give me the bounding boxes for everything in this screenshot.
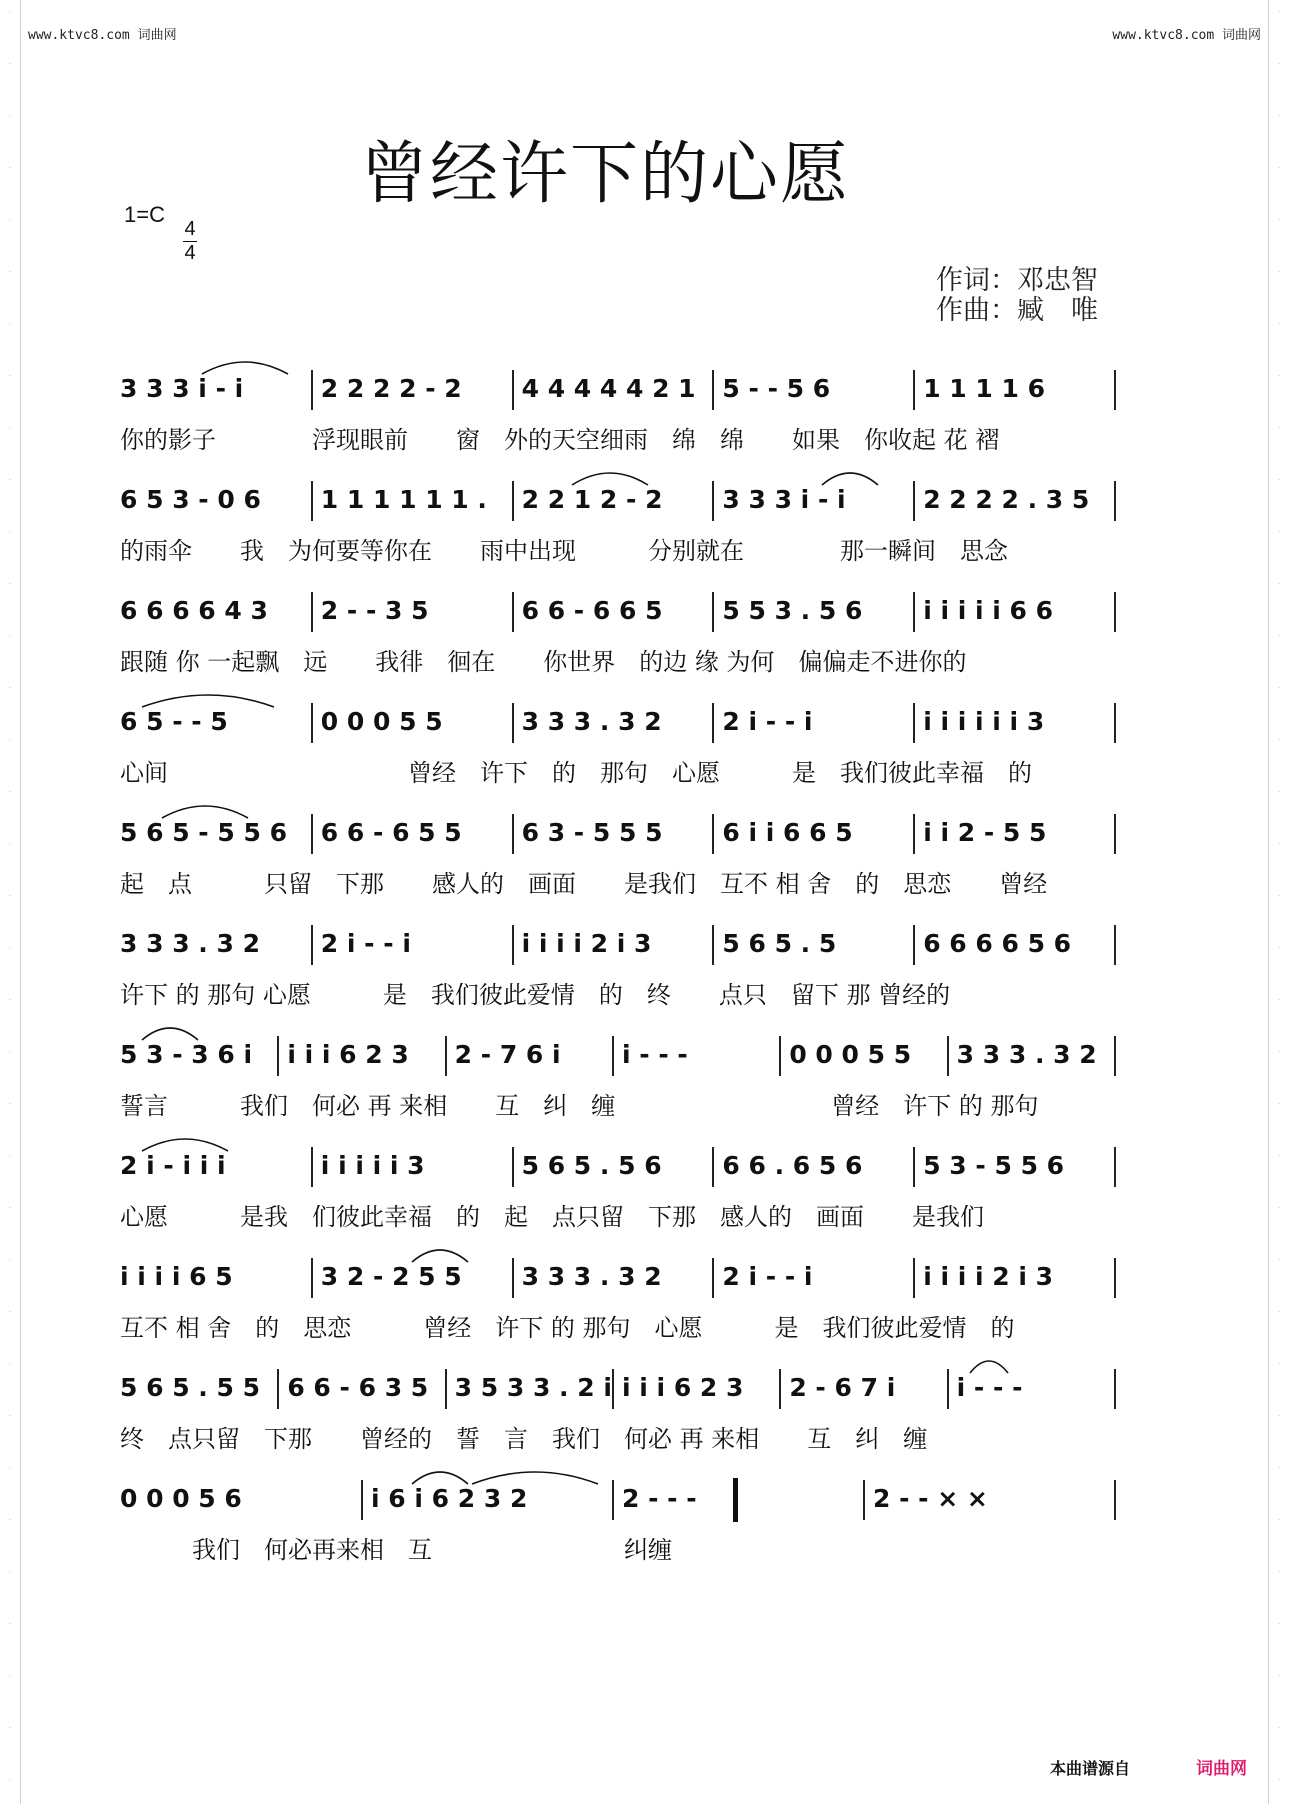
barline	[512, 814, 514, 854]
margin-watermark-mark: ·	[8, 1100, 12, 1108]
barline	[512, 592, 514, 632]
lyrics-line: 许下 的 那句 心愿 是 我们彼此爱情 的 终 点只 留下 那 曾经的	[120, 981, 951, 1009]
measure-notes: 6 6 - 6 6 5	[521, 596, 663, 625]
slur-tie	[570, 467, 650, 487]
measure-notes: i i i i 2 i 3	[923, 1262, 1054, 1291]
margin-watermark-mark: ·	[1277, 424, 1281, 432]
measure-notes: 3 3 3 i - i	[722, 485, 846, 514]
barline	[947, 1369, 949, 1409]
barline	[277, 1036, 279, 1076]
margin-watermark-mark: ·	[8, 788, 12, 796]
margin-watermark-mark: ·	[8, 1672, 12, 1680]
measure-notes: 5 3 - 5 5 6	[923, 1151, 1065, 1180]
margin-watermark-mark: ·	[8, 1620, 12, 1628]
measure-notes: 4 4 4 4 4 2 1	[521, 374, 696, 403]
measure-notes: 0 0 0 5 5	[320, 707, 443, 736]
barline	[311, 592, 313, 632]
measure-notes: 3 2 - 2 5 5	[320, 1262, 462, 1291]
margin-watermark-mark: ·	[8, 216, 12, 224]
margin-watermark-mark: ·	[8, 580, 12, 588]
measure-notes: 5 - - 5 6	[722, 374, 831, 403]
measure-notes: 2 i - - i	[722, 1262, 813, 1291]
measure-notes: i - - -	[622, 1040, 688, 1069]
song-title: 曾经许下的心愿	[359, 135, 850, 214]
barline	[913, 703, 915, 743]
barline	[311, 481, 313, 521]
barline	[1114, 1369, 1116, 1409]
margin-watermark-mark: ·	[8, 424, 12, 432]
margin-watermark-mark: ·	[1277, 1620, 1281, 1628]
barline	[1114, 925, 1116, 965]
margin-watermark-mark: ·	[8, 1204, 12, 1212]
barline	[311, 1147, 313, 1187]
lyrics-line: 誓言 我们 何必 再 来相 互 纠 缠 曾经 许下 的 那句	[120, 1092, 1039, 1120]
margin-watermark-mark: ·	[1277, 372, 1281, 380]
measure-notes: 2 2 2 2 . 3 5	[923, 485, 1090, 514]
site-url-right[interactable]: www.ktvc8.com 词曲网	[1112, 28, 1261, 43]
barline	[712, 1147, 714, 1187]
slur-tie	[200, 356, 290, 376]
measure-notes: 6 i i 6 6 5	[722, 818, 853, 847]
measure-notes: 6 6 - 6 3 5	[287, 1373, 429, 1402]
margin-watermark-mark: ·	[1277, 1776, 1281, 1784]
margin-watermark-mark: ·	[8, 1308, 12, 1316]
margin-watermark-mark: ·	[1277, 996, 1281, 1004]
measure-notes: 2 - - -	[622, 1484, 697, 1513]
measure-notes: 6 6 6 6 5 6	[923, 929, 1072, 958]
margin-watermark-mark: ·	[8, 1776, 12, 1784]
barline	[913, 925, 915, 965]
barline	[311, 370, 313, 410]
barline	[913, 1147, 915, 1187]
barline	[1114, 814, 1116, 854]
margin-watermark-mark: ·	[8, 1360, 12, 1368]
margin-watermark-mark: ·	[1277, 1152, 1281, 1160]
measure-notes: i i 2 - 5 5	[923, 818, 1047, 847]
measure-notes: 3 3 3 . 3 2	[956, 1040, 1097, 1069]
barline	[712, 592, 714, 632]
measure-notes: i i i i i 3	[320, 1151, 425, 1180]
barline	[712, 814, 714, 854]
measure-notes: i i i 6 2 3	[287, 1040, 409, 1069]
measure-notes: 5 3 - 3 6 i	[120, 1040, 253, 1069]
lyrics-line: 心愿 是我 们彼此幸福 的 起 点只留 下那 感人的 画面 是我们	[120, 1203, 984, 1231]
lyricist: 作词：邓忠智	[936, 265, 1098, 296]
barline	[445, 1036, 447, 1076]
measure-notes: 0 0 0 5 6	[120, 1484, 242, 1513]
margin-watermark-mark: ·	[8, 164, 12, 172]
barline	[445, 1369, 447, 1409]
margin-watermark-mark: ·	[1277, 944, 1281, 952]
measure-notes: 6 6 - 6 5 5	[320, 818, 462, 847]
margin-watermark-mark: ·	[1277, 476, 1281, 484]
margin-watermark-mark: ·	[8, 1516, 12, 1524]
slur-tie	[140, 1022, 200, 1042]
barline	[863, 1480, 865, 1520]
measure-notes: 1 1 1 1 6	[923, 374, 1045, 403]
measure-notes: 5 5 3 . 5 6	[722, 596, 863, 625]
barline	[779, 1036, 781, 1076]
margin-watermark-mark: ·	[1277, 268, 1281, 276]
measure-notes: 5 6 5 - 5 5 6	[120, 818, 287, 847]
barline	[311, 814, 313, 854]
measure-notes: i i i i i 6 6	[923, 596, 1054, 625]
measure-notes: 6 5 - - 5	[120, 707, 228, 736]
margin-watermark-mark: ·	[1277, 8, 1281, 16]
margin-watermark-mark: ·	[8, 996, 12, 1004]
lyrics-line: 我们 何必再来相 互 纠缠	[120, 1536, 672, 1564]
measure-notes: i 6 i 6 2 3 2	[371, 1484, 528, 1513]
barline	[712, 703, 714, 743]
barline	[1114, 370, 1116, 410]
slur-tie	[410, 1244, 470, 1264]
measure-notes: 3 5 3 3 . 2 i	[454, 1373, 612, 1402]
measure-notes: 2 - 7 6 i	[454, 1040, 561, 1069]
barline	[361, 1480, 363, 1520]
slur-tie	[968, 1355, 1010, 1375]
credits	[936, 266, 1098, 326]
barline	[913, 481, 915, 521]
key-signature: 1=C	[124, 202, 165, 227]
barline	[612, 1480, 614, 1520]
barline	[1114, 481, 1116, 521]
barline	[947, 1036, 949, 1076]
measure-notes: 3 3 3 . 3 2	[120, 929, 260, 958]
barline	[913, 592, 915, 632]
margin-watermark-mark: ·	[8, 1048, 12, 1056]
measure-notes: i - - -	[956, 1373, 1023, 1402]
margin-watermark-mark: ·	[8, 1256, 12, 1264]
measure-notes: 5 6 5 . 5 6	[521, 1151, 662, 1180]
barline	[1114, 1036, 1116, 1076]
measure-notes: 6 6 6 6 4 3	[120, 596, 268, 625]
measure-notes: 5 6 5 . 5	[722, 929, 837, 958]
barline	[1114, 592, 1116, 632]
measure-notes: i i i i 2 i 3	[521, 929, 652, 958]
margin-watermark-mark: ·	[8, 372, 12, 380]
margin-watermark-mark: ·	[8, 1412, 12, 1420]
barline	[1114, 1480, 1116, 1520]
margin-watermark-mark: ·	[8, 1464, 12, 1472]
composer: 作曲：臧 唯	[936, 295, 1098, 326]
slur-tie	[820, 467, 880, 487]
margin-watermark-mark: ·	[1277, 164, 1281, 172]
time-signature	[182, 218, 198, 264]
margin-watermark-mark: ·	[1277, 320, 1281, 328]
margin-watermark-mark: ·	[1277, 1308, 1281, 1316]
margin-watermark-mark: ·	[1277, 580, 1281, 588]
barline	[913, 370, 915, 410]
margin-watermark-mark: ·	[1277, 1724, 1281, 1732]
barline	[512, 925, 514, 965]
lyrics-line: 起 点 只留 下那 感人的 画面 是我们 互不 相 舍 的 思恋 曾经	[120, 870, 1048, 898]
barline	[512, 703, 514, 743]
lyrics-line: 互不 相 舍 的 思恋 曾经 许下 的 那句 心愿 是 我们彼此爱情 的	[120, 1314, 1015, 1342]
barline	[712, 370, 714, 410]
measure-notes: i i i 6 2 3	[622, 1373, 744, 1402]
margin-watermark-mark: ·	[8, 8, 12, 16]
barline	[913, 1258, 915, 1298]
margin-watermark-mark: ·	[1277, 528, 1281, 536]
measure-notes: 3 3 3 . 3 2	[521, 707, 662, 736]
margin-watermark-mark: ·	[1277, 1568, 1281, 1576]
left-margin-strip	[0, 0, 21, 1804]
margin-watermark-mark: ·	[8, 1724, 12, 1732]
margin-watermark-mark: ·	[8, 1568, 12, 1576]
margin-watermark-mark: ·	[8, 892, 12, 900]
barline	[1114, 1258, 1116, 1298]
margin-watermark-mark: ·	[1277, 1204, 1281, 1212]
margin-watermark-mark: ·	[1277, 112, 1281, 120]
margin-watermark-mark: ·	[1277, 788, 1281, 796]
slur-tie	[470, 1466, 600, 1486]
margin-watermark-mark: ·	[1277, 1048, 1281, 1056]
footer-source-label: 本曲谱源自	[1050, 1759, 1131, 1778]
slur-tie	[140, 689, 276, 709]
margin-watermark-mark: ·	[1277, 684, 1281, 692]
measure-notes: 2 i - i i i	[120, 1151, 226, 1180]
margin-watermark-mark: ·	[1277, 1672, 1281, 1680]
measure-notes: i i i i i i 3	[923, 707, 1045, 736]
margin-watermark-mark: ·	[8, 684, 12, 692]
barline	[612, 1369, 614, 1409]
barline	[612, 1036, 614, 1076]
margin-watermark-mark: ·	[1277, 1100, 1281, 1108]
margin-watermark-mark: ·	[1277, 1412, 1281, 1420]
lyrics-line: 的雨伞 我 为何要等你在 雨中出现 分别就在 那一瞬间 思念	[120, 537, 1008, 565]
measure-notes: 5 6 5 . 5 5	[120, 1373, 260, 1402]
margin-watermark-mark: ·	[8, 528, 12, 536]
barline	[512, 481, 514, 521]
measure-notes: 2 i - - i	[722, 707, 813, 736]
barline	[913, 814, 915, 854]
lyrics-line: 你的影子 浮现眼前 窗 外的天空细雨 绵 绵 如果 你收起 花 褶	[120, 426, 1000, 454]
measure-notes: 1 1 1 1 1 1 .	[320, 485, 487, 514]
slur-tie	[410, 1466, 470, 1486]
barline	[512, 1147, 514, 1187]
final-barline	[733, 1478, 738, 1522]
measure-notes: 0 0 0 5 5	[789, 1040, 912, 1069]
barline	[712, 481, 714, 521]
slur-tie	[160, 800, 250, 820]
margin-watermark-mark: ·	[1277, 736, 1281, 744]
margin-watermark-mark: ·	[8, 736, 12, 744]
margin-watermark-mark: ·	[1277, 632, 1281, 640]
measure-notes: i i i i 6 5	[120, 1262, 233, 1291]
footer-brand-link[interactable]: 词曲网	[1196, 1759, 1247, 1779]
measure-notes: 2 2 2 2 - 2	[320, 374, 462, 403]
margin-watermark-mark: ·	[8, 476, 12, 484]
margin-watermark-mark: ·	[1277, 60, 1281, 68]
margin-watermark-mark: ·	[1277, 1256, 1281, 1264]
measure-notes: 2 - - × ×	[873, 1484, 988, 1513]
right-margin-strip	[1268, 0, 1289, 1804]
margin-watermark-mark: ·	[8, 112, 12, 120]
time-signature-bottom: 4	[184, 242, 196, 264]
barline	[311, 925, 313, 965]
margin-watermark-mark: ·	[1277, 892, 1281, 900]
margin-watermark-mark: ·	[8, 632, 12, 640]
margin-watermark-mark: ·	[1277, 216, 1281, 224]
margin-watermark-mark: ·	[1277, 1464, 1281, 1472]
measure-notes: 2 2 1 2 - 2	[521, 485, 663, 514]
barline	[1114, 1147, 1116, 1187]
margin-watermark-mark: ·	[1277, 1360, 1281, 1368]
margin-watermark-mark: ·	[8, 840, 12, 848]
margin-watermark-mark: ·	[8, 60, 12, 68]
margin-watermark-mark: ·	[8, 320, 12, 328]
barline	[712, 1258, 714, 1298]
measure-notes: 3 3 3 . 3 2	[521, 1262, 662, 1291]
measure-notes: 6 3 - 5 5 5	[521, 818, 663, 847]
margin-watermark-mark: ·	[8, 1152, 12, 1160]
barline	[779, 1369, 781, 1409]
barline	[277, 1369, 279, 1409]
barline	[512, 370, 514, 410]
measure-notes: 2 i - - i	[320, 929, 411, 958]
measure-notes: 6 5 3 - 0 6	[120, 485, 261, 514]
slur-tie	[140, 1133, 230, 1153]
measure-notes: 2 - 6 7 i	[789, 1373, 896, 1402]
lyrics-line: 心间 曾经 许下 的 那句 心愿 是 我们彼此幸福 的	[120, 759, 1032, 787]
barline	[512, 1258, 514, 1298]
lyrics-line: 跟随 你 一起飘 远 我徘 徊在 你世界 的边 缘 为何 偏偏走不进你的	[120, 648, 967, 676]
barline	[311, 703, 313, 743]
time-signature-top: 4	[184, 218, 196, 240]
margin-watermark-mark: ·	[1277, 840, 1281, 848]
margin-watermark-mark: ·	[8, 944, 12, 952]
barline	[311, 1258, 313, 1298]
lyrics-line: 终 点只留 下那 曾经的 誓 言 我们 何必 再 来相 互 纠 缠	[120, 1425, 928, 1453]
margin-watermark-mark: ·	[8, 268, 12, 276]
margin-watermark-mark: ·	[1277, 1516, 1281, 1524]
barline	[712, 925, 714, 965]
measure-notes: 2 - - 3 5	[320, 596, 429, 625]
site-url-left[interactable]: www.ktvc8.com 词曲网	[28, 28, 177, 43]
measure-notes: 3 3 3 i - i	[120, 374, 244, 403]
measure-notes: 6 6 . 6 5 6	[722, 1151, 863, 1180]
barline	[1114, 703, 1116, 743]
